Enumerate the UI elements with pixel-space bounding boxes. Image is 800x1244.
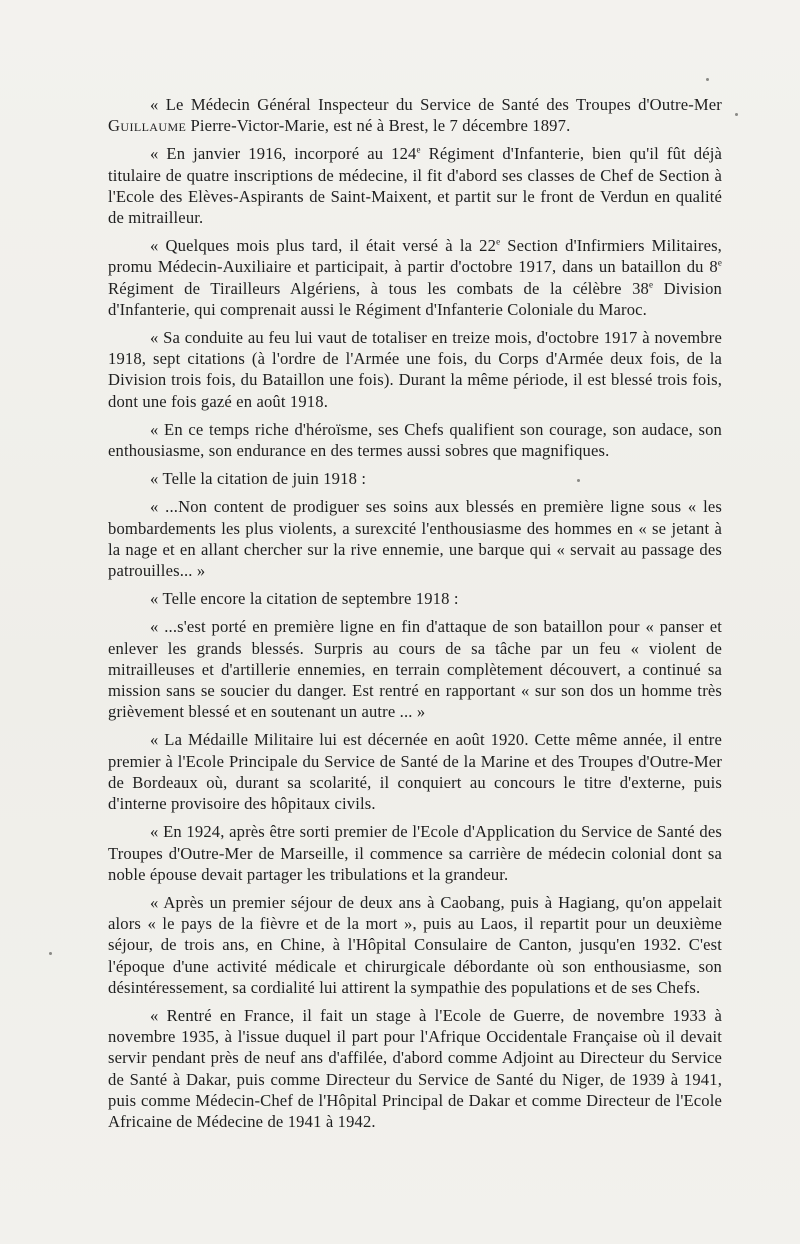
- paragraph-birth: [108, 94, 722, 136]
- paragraph-heroisme: « En ce temps riche d'héroïsme, ses Chefs qualifient son courage, son audace, son enthousiasme, son endurance en des termes aussi sobres que magnifiques.: [108, 419, 722, 461]
- biography-text: [108, 94, 722, 1139]
- ordinal-suffix: e: [416, 144, 421, 155]
- paragraph-citation-septembre-intro: « Telle encore la citation de septembre 1918 :: [150, 589, 459, 609]
- paragraph-infirmiers-part1: « Quelques mois plus tard, il était versé à la 22: [150, 236, 497, 256]
- paragraph-infirmiers-part2: Section d'Infirmiers Militaires, promu Médecin-Auxiliaire et participait, à partir d'octobre 1917, dans un bataillon du 8: [108, 236, 722, 277]
- paragraph-infirmiers: [108, 235, 722, 320]
- paragraph-1924: « En 1924, après être sorti premier de l'Ecole d'Application du Service de Santé des Troupes d'Outre-Mer de Marseille, il commence sa carrière de médecin colonial dont sa noble épouse devait partager les tribulations et la grandeur.: [108, 822, 722, 884]
- paragraph-birth-end: Pierre-Victor-Marie, est né à Brest, le 7 décembre 1897.: [186, 116, 571, 136]
- ordinal-suffix: e: [496, 236, 501, 247]
- paragraph-france: « Rentré en France, il fait un stage à l'Ecole de Guerre, de novembre 1933 à novembre 1935, à l'issue duquel il part pour l'Afrique Occidentale Française où il devait servir pendant près de neuf ans d'affilée, d'abord comme Adjoint au Directeur du Service de Santé à Dakar, puis comme Directeur du Service de Santé du Niger, de 1939 à 1941, puis comme Médecin-Chef de l'Hôpital Principal de Dakar et comme Directeur de l'Ecole Africaine de Médecine de 1941 à 1942.: [108, 1005, 722, 1131]
- paragraph-1916: [108, 143, 722, 228]
- scan-speck: [577, 479, 580, 482]
- paragraph-birth-start: « Le Médecin Général Inspecteur du Service de Santé des Troupes d'Outre-Mer: [150, 95, 722, 114]
- quote-citation-septembre: « ...s'est porté en première ligne en fin d'attaque de son bataillon pour « panser et enlever les grands blessés. Surpris au cours de sa tâche par un feu « violent de mitrailleuses et d'artillerie ennemies, en terrain complètement découvert, a continué sa mission sans se soucier du danger. Est rentré en rapportant « sur son dos un homme très grièvement blessé et en soutenant un autre ... »: [108, 617, 722, 722]
- paragraph-infirmiers-part4: Division d'Infanterie, qui comprenait aussi le Régiment d'Infanterie Coloniale du Maroc.: [108, 278, 722, 319]
- paragraph-citations: « Sa conduite au feu lui vaut de totaliser en treize mois, d'octobre 1917 à novembre 1918, sept citations (à l'ordre de l'Armée une fois, du Corps d'Armée deux fois, de la Division trois fois, du Bataillon une fois). Durant la même période, il est blessé trois fois, dont une fois gazé en août 1918.: [108, 328, 722, 411]
- paragraph-1916-part2: Régiment d'Infanterie, bien qu'il fût déjà titulaire de quatre inscriptions de médecine, il fit d'abord ses classes de Chef de Section à l'Ecole des Elèves-Aspirants de Saint-Maixent, et partit sur le front de Verdun en qualité de mitrailleur.: [108, 144, 722, 228]
- paragraph-medaille-militaire: « La Médaille Militaire lui est décernée en août 1920. Cette même année, il entre premier à l'Ecole Principale du Service de Santé de la Marine et des Troupes d'Outre-Mer de Bordeaux où, durant sa scolarité, il conquiert au concours le titre d'externe, puis d'interne provisoire des hôpitaux civils.: [108, 730, 722, 814]
- scan-speck: [706, 78, 709, 81]
- ordinal-suffix: e: [717, 257, 722, 268]
- scan-speck: [49, 952, 52, 955]
- surname-guillaume: Guillaume: [108, 116, 187, 136]
- paragraph-caobang: « Après un premier séjour de deux ans à Caobang, puis à Hagiang, qu'on appelait alors « le pays de la fièvre et de la mort », puis au Laos, il repartit pour un deuxième séjour, de trois ans, en Chine, à l'Hôpital Consulaire de Canton, jusqu'en 1932. C'est l'époque d'une activité médicale et chirurgicale débordante où son enthousiasme, son désintéressement, sa cordialité lui attirent la sympathie des populations et de ses Chefs.: [108, 892, 722, 997]
- paragraph-infirmiers-part3: Régiment de Tirailleurs Algériens, à tous les combats de la célèbre 38: [108, 278, 650, 298]
- scan-speck: [735, 113, 738, 116]
- ordinal-suffix: e: [649, 279, 654, 290]
- paragraph-citation-juin-intro: « Telle la citation de juin 1918 :: [150, 469, 367, 489]
- quote-citation-juin: « ...Non content de prodiguer ses soins aux blessés en première ligne sous « les bombardements les plus violents, a surexcité l'enthousiasme des hommes en « se jetant à la nage et en allant chercher sur la rive ennemie, une barque qui « servait au passage des patrouilles... »: [108, 497, 722, 581]
- paragraph-1916-part1: « En janvier 1916, incorporé au 124: [150, 144, 417, 164]
